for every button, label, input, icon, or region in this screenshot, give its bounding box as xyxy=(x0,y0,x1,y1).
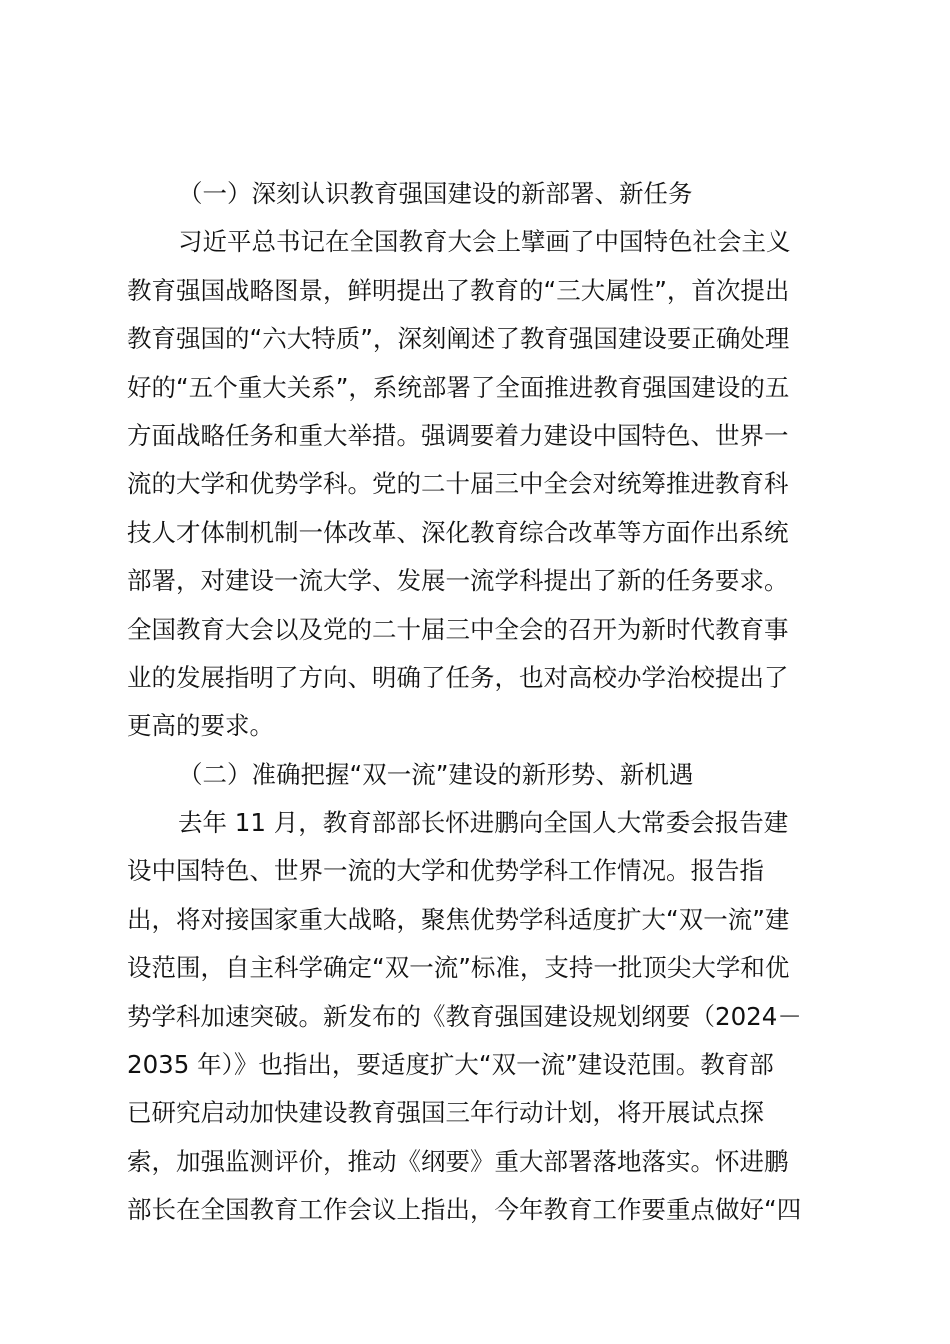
paragraph-line: 部长在全国教育工作会议上指出，今年教育工作要重点做好“四 xyxy=(127,1195,802,1225)
paragraph-line: 已研究启动加快建设教育强国三年行动计划，将开展试点探 xyxy=(127,1098,764,1128)
paragraph-line: 教育强国战略图景，鲜明提出了教育的“三大属性”，首次提出 xyxy=(127,275,790,305)
document-body xyxy=(127,170,827,1235)
paragraph-line: 索，加强监测评价，推动《纲要》重大部署落地落实。怀进鹏 xyxy=(127,1146,789,1176)
paragraph-line: 技人才体制机制一体改革、深化教育综合改革等方面作出系统 xyxy=(127,517,789,547)
paragraph-line: 流的大学和优势学科。党的二十届三中全会对统筹推进教育科 xyxy=(127,469,789,499)
paragraph-line: 设范围，自主科学确定“双一流”标准，支持一批顶尖大学和优 xyxy=(127,953,790,983)
paragraph-line: 设中国特色、世界一流的大学和优势学科工作情况。报告指 xyxy=(127,856,764,886)
paragraph-line: 教育强国的“六大特质”，深刻阐述了教育强国建设要正确处理 xyxy=(127,324,790,354)
paragraph-line: 习近平总书记在全国教育大会上擘画了中国特色社会主义 xyxy=(178,227,791,257)
paragraph-line: 全国教育大会以及党的二十届三中全会的召开为新时代教育事 xyxy=(127,614,789,644)
paragraph-line: 去年 11 月，教育部部长怀进鹏向全国人大常委会报告建 xyxy=(178,808,789,838)
paragraph-line: 方面战略任务和重大举措。强调要着力建设中国特色、世界一 xyxy=(127,420,789,450)
paragraph-line: 业的发展指明了方向、明确了任务，也对高校办学治校提出了 xyxy=(127,662,789,692)
paragraph-line: 更高的要求。 xyxy=(127,711,274,741)
paragraph-line: 好的“五个重大关系”，系统部署了全面推进教育强国建设的五 xyxy=(127,372,790,402)
paragraph-line: 部署，对建设一流大学、发展一流学科提出了新的任务要求。 xyxy=(127,566,789,596)
section-heading-1: （一）深刻认识教育强国建设的新部署、新任务 xyxy=(178,179,693,208)
paragraph-line: 出，将对接国家重大战略，聚焦优势学科适度扩大“双一流”建 xyxy=(127,904,790,934)
paragraph-line: 势学科加速突破。新发布的《教育强国建设规划纲要（2024－ xyxy=(127,1001,802,1031)
paragraph-line: 2035 年）》也指出，要适度扩大“双一流”建设范围。教育部 xyxy=(127,1050,774,1080)
section-heading-2: （二）准确把握“双一流”建设的新形势、新机遇 xyxy=(178,759,694,789)
